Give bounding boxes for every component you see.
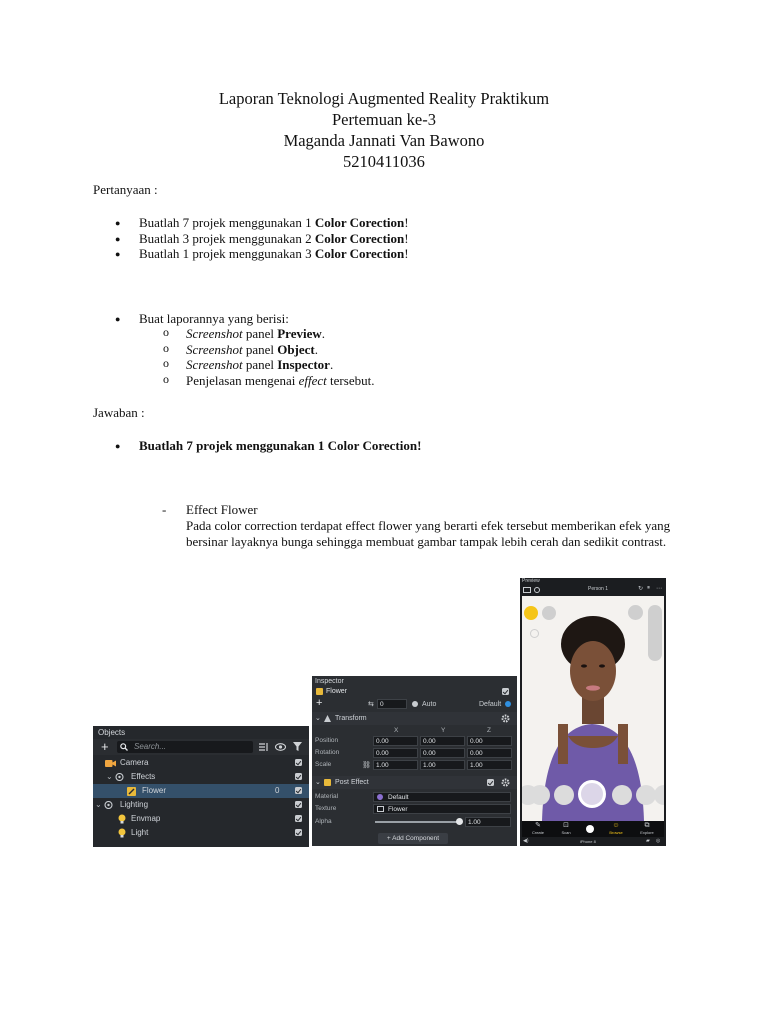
object-row-lighting[interactable] xyxy=(93,798,309,812)
position-label: Position xyxy=(315,737,339,744)
device-model-select[interactable]: iPhone 8 xyxy=(580,839,596,844)
visibility-checkbox[interactable] xyxy=(295,787,302,794)
question-item: Buatlah 7 projek menggunakan 1 Color Corection! xyxy=(139,215,409,230)
scale-x-field[interactable]: 1.00 xyxy=(373,760,418,770)
color-correction-icon xyxy=(127,787,136,796)
student-id: 5210411036 xyxy=(343,152,425,171)
speaker-icon[interactable]: ◀) xyxy=(523,838,529,844)
inspector-panel xyxy=(312,676,517,846)
preview-bottom-nav xyxy=(522,821,664,837)
default-indicator[interactable] xyxy=(505,701,511,707)
search-placeholder: Search... xyxy=(134,742,167,751)
material-label: Material xyxy=(315,793,339,800)
bulb-icon xyxy=(118,814,126,824)
effect-title: Effect Flower xyxy=(186,502,258,517)
lens-active-icon[interactable] xyxy=(524,606,538,620)
auto-label[interactable]: Auto xyxy=(422,701,437,708)
object-label: Lighting xyxy=(120,800,149,809)
chevron-down-icon[interactable]: ⌄ xyxy=(95,800,102,809)
position-z-field[interactable]: 0.00 xyxy=(467,736,512,746)
position-y-field[interactable]: 0.00 xyxy=(420,736,465,746)
lens-carousel-item[interactable] xyxy=(554,785,574,805)
tab-browse[interactable]: ☺ Browse xyxy=(609,822,623,835)
question-item: Buatlah 3 projek menggunakan 2 Color Corection! xyxy=(139,231,409,246)
object-row-flower[interactable] xyxy=(93,784,309,798)
material-field[interactable]: Default xyxy=(373,792,511,802)
report-item: Screenshot panel Preview. xyxy=(186,326,325,341)
texture-label: Texture xyxy=(315,805,337,812)
bullet-icon: ● xyxy=(115,314,121,324)
layers-icon: ⇆ xyxy=(368,701,374,708)
transform-section-header[interactable] xyxy=(312,712,517,725)
objects-title: Objects xyxy=(98,728,126,737)
lighting-icon xyxy=(104,801,113,809)
circle-bullet-icon: o xyxy=(163,372,169,386)
more-icon[interactable]: ⋯ xyxy=(656,586,662,592)
camera-tools-bar[interactable] xyxy=(648,605,662,661)
search-input[interactable] xyxy=(117,741,253,753)
lens-carousel-item[interactable] xyxy=(636,785,656,805)
color-correction-icon xyxy=(316,688,323,695)
refresh-icon[interactable]: ↻ xyxy=(638,586,644,592)
effects-icon xyxy=(115,773,124,781)
object-name-field[interactable]: Flower xyxy=(326,688,348,695)
report-item: Screenshot panel Object. xyxy=(186,342,319,357)
object-row-effects[interactable] xyxy=(93,770,309,784)
list-sort-icon[interactable] xyxy=(259,743,269,751)
alpha-label: Alpha xyxy=(315,818,332,825)
tab-create[interactable]: ✎ Create xyxy=(531,822,544,835)
position-x-field[interactable]: 0.00 xyxy=(373,736,418,746)
default-label: Default xyxy=(479,701,502,708)
person-select[interactable]: Person 1 xyxy=(588,586,609,592)
visibility-checkbox[interactable] xyxy=(295,815,302,822)
dash-marker: - xyxy=(162,502,167,517)
filter-icon[interactable] xyxy=(293,742,302,751)
answer-heading: Buatlah 7 projek menggunakan 1 Color Corection! xyxy=(139,438,422,453)
pause-icon[interactable]: ⏸ xyxy=(647,585,651,591)
gear-icon[interactable] xyxy=(501,714,510,723)
circle-bullet-icon: o xyxy=(163,356,169,370)
report-item: Penjelasan mengenai effect tersebut. xyxy=(186,373,375,388)
object-label: Envmap xyxy=(131,814,161,823)
questions-label: Pertanyaan : xyxy=(93,182,158,197)
visibility-checkbox[interactable] xyxy=(295,829,302,836)
report-title: Laporan Teknologi Augmented Reality Praktikum xyxy=(218,89,550,108)
inspector-title: Inspector xyxy=(315,678,344,685)
rotation-x-field[interactable]: 0.00 xyxy=(373,748,418,758)
visibility-checkbox[interactable] xyxy=(295,759,302,766)
report-item: Screenshot panel Inspector. xyxy=(186,357,334,372)
layer-field[interactable]: 0 xyxy=(377,699,407,709)
alpha-slider[interactable] xyxy=(375,821,459,823)
add-object-icon[interactable]: + xyxy=(101,739,109,754)
texture-icon xyxy=(377,806,384,812)
object-row-camera[interactable] xyxy=(93,756,309,770)
answers-label: Jawaban : xyxy=(93,405,145,420)
rotation-z-field[interactable]: 0.00 xyxy=(467,748,512,758)
camera-icon xyxy=(105,760,116,767)
object-label: Light xyxy=(131,828,149,837)
capture-button[interactable] xyxy=(578,780,606,808)
object-row-light[interactable] xyxy=(93,826,309,840)
eye-icon[interactable] xyxy=(275,743,286,751)
object-label: Effects xyxy=(131,772,156,781)
camera-toggle-icon[interactable] xyxy=(534,587,540,593)
visibility-checkbox[interactable] xyxy=(295,801,302,808)
chevron-down-icon[interactable]: ⌄ xyxy=(315,715,321,722)
object-label: Camera xyxy=(120,758,149,767)
post-effect-icon xyxy=(324,779,331,786)
render-order-icon xyxy=(412,701,418,707)
student-name: Maganda Jannati Van Bawono xyxy=(283,131,485,150)
post-effect-checkbox[interactable] xyxy=(487,779,494,786)
chevron-down-icon[interactable]: ⌄ xyxy=(315,779,321,786)
preview-panel xyxy=(520,578,666,846)
add-icon[interactable]: + xyxy=(316,697,323,709)
layer-number: 0 xyxy=(275,786,280,795)
circle-bullet-icon: o xyxy=(163,341,169,355)
question-item: Buatlah 1 projek menggunakan 3 Color Corection! xyxy=(139,246,409,261)
search-icon[interactable] xyxy=(542,606,556,620)
enabled-checkbox[interactable] xyxy=(502,688,509,695)
scale-y-field[interactable]: 1.00 xyxy=(420,760,465,770)
preview-title: Preview xyxy=(522,578,540,584)
chevron-down-icon[interactable]: ⌄ xyxy=(106,772,113,781)
bulb-icon xyxy=(118,828,126,838)
axis-z-label: Z xyxy=(487,727,491,734)
gear-icon[interactable] xyxy=(501,778,510,787)
tab-camera[interactable] xyxy=(586,825,594,833)
post-effect-section-header[interactable] xyxy=(312,776,517,789)
rotation-label: Rotation xyxy=(315,749,340,756)
tab-scan[interactable]: ⊡ Scan xyxy=(561,822,571,835)
add-friend-icon[interactable] xyxy=(628,605,643,620)
axis-y-label: Y xyxy=(441,727,446,734)
video-icon[interactable]: ▰ xyxy=(646,838,650,844)
material-icon xyxy=(377,794,383,800)
object-row-envmap[interactable] xyxy=(93,812,309,826)
objects-toolbar xyxy=(93,739,309,755)
texture-field[interactable]: Flower xyxy=(373,804,511,814)
search-icon xyxy=(120,743,128,751)
scale-label: Scale xyxy=(315,761,332,768)
circle-bullet-icon: o xyxy=(163,325,169,339)
bullet-icon: ● xyxy=(115,441,121,451)
lens-carousel-item[interactable] xyxy=(612,785,632,805)
rotation-y-field[interactable]: 0.00 xyxy=(420,748,465,758)
bullet-icon: ● xyxy=(115,234,121,244)
link-icon[interactable]: ⛓ xyxy=(362,762,371,769)
alpha-field[interactable]: 1.00 xyxy=(465,817,511,827)
add-component-button[interactable]: + Add Component xyxy=(378,833,448,844)
info-icon[interactable] xyxy=(530,629,539,638)
report-intro: Buat laporannya yang berisi: xyxy=(139,311,289,326)
bullet-icon: ● xyxy=(115,249,121,259)
settings-icon[interactable]: ◎ xyxy=(656,838,661,844)
meeting-number: Pertemuan ke-3 xyxy=(331,110,436,129)
transform-label: Transform xyxy=(335,715,367,722)
preview-viewport[interactable] xyxy=(522,596,664,821)
tab-explore[interactable]: ⧉ Explore xyxy=(640,822,654,835)
visibility-checkbox[interactable] xyxy=(295,773,302,780)
bullet-icon: ● xyxy=(115,218,121,228)
device-icon[interactable] xyxy=(523,587,531,593)
alpha-slider-handle[interactable] xyxy=(456,818,463,825)
effect-description: Pada color correction terdapat effect flower yang berarti efek tersebut memberikan efek yang bersinar layaknya bunga sehingga membuat gambar tampak lebih cerah dan sedikit contrast. xyxy=(186,518,671,549)
objects-panel xyxy=(93,726,309,847)
object-label: Flower xyxy=(142,786,167,795)
lens-carousel-item[interactable] xyxy=(530,785,550,805)
transform-icon xyxy=(324,715,331,722)
scale-z-field[interactable]: 1.00 xyxy=(467,760,512,770)
axis-x-label: X xyxy=(394,727,399,734)
post-effect-label: Post Effect xyxy=(335,779,369,786)
